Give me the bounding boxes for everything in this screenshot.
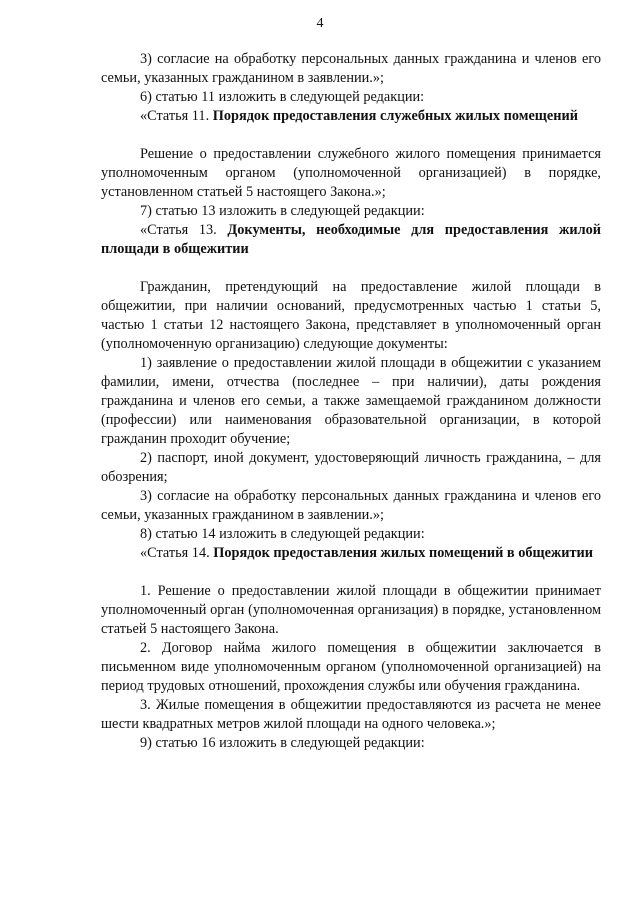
paragraph-article-13-intro: Гражданин, претендующий на предоставление жилой площади в общежитии, при наличии оснований, предусмотренных частью 1 статьи 5, частью 1 статьи 12 настоящего Закона, представляет в уполномоченный орган (уполномоченную организацию) следующие документы: [101, 279, 601, 352]
paragraph-amend-article-11: 6) статью 11 изложить в следующей редакции: [140, 89, 425, 105]
paragraph-item-passport: 2) паспорт, иной документ, удостоверяющий личность гражданина, – для обозрения; [101, 450, 601, 485]
document-body [101, 50, 601, 753]
paragraph-article-14-item-2: 2. Договор найма жилого помещения в общежитии заключается в письменном виде уполномоченным органом (уполномоченной организацией) на период трудовых отношений, прохождения службы или обучения гражданина. [101, 640, 601, 694]
article-14-heading [101, 544, 601, 563]
article-13-title: Документы, необходимые для предоставления жилой площади в общежитии [101, 222, 601, 257]
paragraph-amend-article-16: 9) статью 16 изложить в следующей редакции: [140, 735, 425, 751]
article-11-prefix: «Статья 11. [140, 108, 213, 124]
paragraph-amend-article-14: 8) статью 14 изложить в следующей редакции: [140, 526, 425, 542]
paragraph-consent-1: 3) согласие на обработку персональных данных гражданина и членов его семьи, указанных гражданином в заявлении.»; [101, 51, 601, 86]
article-14-prefix: «Статья 14. [140, 545, 214, 561]
paragraph-consent-2: 3) согласие на обработку персональных данных гражданина и членов его семьи, указанных гражданином в заявлении.»; [101, 488, 601, 523]
article-11-heading [101, 107, 601, 126]
paragraph-article-11-text: Решение о предоставлении служебного жилого помещения принимается уполномоченным органом (уполномоченной организацией) в порядке, установленном статьей 5 настоящего Закона.»; [101, 146, 601, 200]
paragraph-amend-article-13: 7) статью 13 изложить в следующей редакции: [140, 203, 425, 219]
article-14-title: Порядок предоставления жилых помещений в общежитии [213, 545, 594, 561]
article-13-heading [101, 221, 601, 259]
article-11-title: Порядок предоставления служебных жилых помещений [212, 108, 578, 124]
paragraph-item-application: 1) заявление о предоставлении жилой площади в общежитии с указанием фамилии, имени, отчества (последнее – при наличии), даты рождения гражданина и членов его семьи, а также замещаемой гражданином должности (профессии) или наименования образовательной организации, в которой гражданин проходит обучение; [101, 355, 601, 447]
page-number: 4 [316, 16, 324, 31]
article-13-prefix: «Статья 13. [140, 222, 228, 238]
paragraph-article-14-item-3: 3. Жилые помещения в общежитии предоставляются из расчета не менее шести квадратных метров жилой площади на одного человека.»; [101, 697, 601, 732]
paragraph-article-14-item-1: 1. Решение о предоставлении жилой площади в общежитии принимает уполномоченный орган (уполномоченная организация) в порядке, установленном статьей 5 настоящего Закона. [101, 583, 601, 637]
